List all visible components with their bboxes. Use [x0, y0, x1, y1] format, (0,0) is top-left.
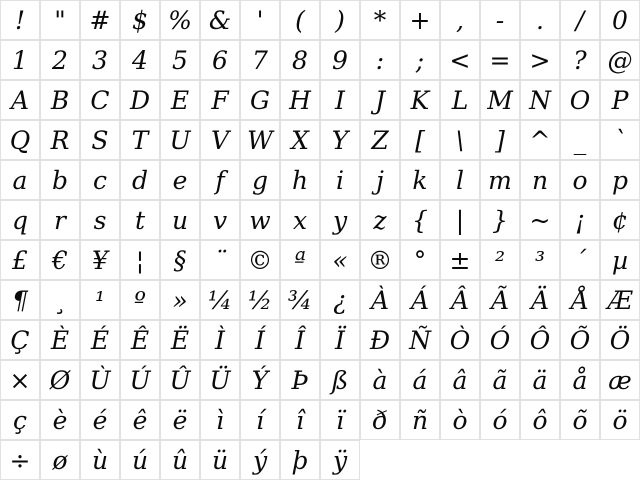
glyph-cell[interactable]: ô — [520, 400, 560, 440]
glyph-cell[interactable]: 9 — [320, 40, 360, 80]
glyph-cell[interactable]: ÿ — [320, 440, 360, 480]
glyph-cell[interactable]: í — [240, 400, 280, 440]
glyph-cell[interactable]: ß — [320, 360, 360, 400]
glyph-cell[interactable]: ã — [480, 360, 520, 400]
glyph-cell[interactable]: ° — [400, 240, 440, 280]
glyph-cell[interactable]: 4 — [120, 40, 160, 80]
glyph-cell[interactable]: w — [240, 200, 280, 240]
glyph-cell[interactable]: ¿ — [320, 280, 360, 320]
glyph-cell[interactable]: O — [560, 80, 600, 120]
glyph-cell[interactable]: 7 — [240, 40, 280, 80]
glyph-cell[interactable]: V — [200, 120, 240, 160]
glyph-cell[interactable]: ä — [520, 360, 560, 400]
glyph-cell[interactable]: Ø — [40, 360, 80, 400]
glyph-cell[interactable]: Y — [320, 120, 360, 160]
glyph-cell[interactable]: æ — [600, 360, 640, 400]
glyph-cell[interactable]: î — [280, 400, 320, 440]
glyph-cell[interactable]: ¸ — [40, 280, 80, 320]
glyph-cell[interactable]: 6 — [200, 40, 240, 80]
glyph-cell[interactable]: # — [80, 0, 120, 40]
glyph-cell[interactable]: Â — [440, 280, 480, 320]
glyph-cell[interactable]: ù — [80, 440, 120, 480]
glyph-cell[interactable]: û — [160, 440, 200, 480]
glyph-cell[interactable]: µ — [600, 240, 640, 280]
glyph-cell[interactable]: u — [160, 200, 200, 240]
glyph-cell[interactable]: " — [40, 0, 80, 40]
glyph-cell[interactable]: Ò — [440, 320, 480, 360]
glyph-cell[interactable]: ` — [600, 120, 640, 160]
glyph-cell[interactable]: À — [360, 280, 400, 320]
glyph-cell[interactable]: ï — [320, 400, 360, 440]
glyph-cell[interactable]: B — [40, 80, 80, 120]
glyph-cell[interactable]: Å — [560, 280, 600, 320]
glyph-cell[interactable]: å — [560, 360, 600, 400]
glyph-cell[interactable]: ® — [360, 240, 400, 280]
glyph-cell[interactable]: v — [200, 200, 240, 240]
glyph-cell[interactable]: þ — [280, 440, 320, 480]
glyph-cell[interactable]: 3 — [80, 40, 120, 80]
glyph-cell[interactable]: ' — [240, 0, 280, 40]
glyph-cell[interactable]: Ä — [520, 280, 560, 320]
glyph-cell[interactable]: È — [40, 320, 80, 360]
glyph-cell[interactable]: ~ — [520, 200, 560, 240]
glyph-cell[interactable]: L — [440, 80, 480, 120]
glyph-cell[interactable]: ) — [320, 0, 360, 40]
glyph-cell[interactable]: Ì — [200, 320, 240, 360]
glyph-cell[interactable]: d — [120, 160, 160, 200]
glyph-cell[interactable]: € — [40, 240, 80, 280]
glyph-cell[interactable]: × — [0, 360, 40, 400]
glyph-cell[interactable]: Ô — [520, 320, 560, 360]
glyph-cell[interactable]: m — [480, 160, 520, 200]
glyph-cell[interactable]: ¡ — [560, 200, 600, 240]
glyph-cell[interactable]: Ó — [480, 320, 520, 360]
glyph-cell[interactable]: 0 — [600, 0, 640, 40]
glyph-cell[interactable]: G — [240, 80, 280, 120]
glyph-cell[interactable]: ª — [280, 240, 320, 280]
glyph-cell[interactable]: ³ — [520, 240, 560, 280]
glyph-cell[interactable]: + — [400, 0, 440, 40]
glyph-cell[interactable]: W — [240, 120, 280, 160]
glyph-cell[interactable]: Ö — [600, 320, 640, 360]
glyph-cell[interactable]: ö — [600, 400, 640, 440]
glyph-cell[interactable]: F — [200, 80, 240, 120]
glyph-cell[interactable]: [ — [400, 120, 440, 160]
glyph-cell[interactable]: c — [80, 160, 120, 200]
glyph-cell[interactable]: _ — [560, 120, 600, 160]
glyph-cell[interactable]: Ü — [200, 360, 240, 400]
glyph-cell[interactable]: à — [360, 360, 400, 400]
glyph-cell[interactable]: « — [320, 240, 360, 280]
glyph-cell[interactable]: U — [160, 120, 200, 160]
glyph-cell[interactable]: â — [440, 360, 480, 400]
glyph-cell[interactable]: Î — [280, 320, 320, 360]
glyph-cell[interactable]: a — [0, 160, 40, 200]
glyph-cell[interactable]: ø — [40, 440, 80, 480]
glyph-cell[interactable]: o — [560, 160, 600, 200]
glyph-cell[interactable]: Ë — [160, 320, 200, 360]
glyph-cell[interactable]: = — [480, 40, 520, 80]
glyph-cell[interactable]: ¨ — [200, 240, 240, 280]
glyph-cell[interactable]: t — [120, 200, 160, 240]
glyph-cell[interactable]: A — [0, 80, 40, 120]
glyph-cell[interactable]: % — [160, 0, 200, 40]
glyph-cell[interactable]: z — [360, 200, 400, 240]
glyph-cell[interactable]: » — [160, 280, 200, 320]
glyph-cell[interactable]: ¹ — [80, 280, 120, 320]
glyph-cell[interactable]: ¾ — [280, 280, 320, 320]
glyph-cell[interactable]: Ñ — [400, 320, 440, 360]
glyph-cell[interactable]: , — [440, 0, 480, 40]
glyph-cell[interactable]: { — [400, 200, 440, 240]
glyph-cell[interactable]: H — [280, 80, 320, 120]
glyph-cell[interactable]: é — [80, 400, 120, 440]
glyph-cell[interactable]: ² — [480, 240, 520, 280]
glyph-cell[interactable]: ç — [0, 400, 40, 440]
glyph-cell[interactable]: ] — [480, 120, 520, 160]
glyph-cell[interactable]: 5 — [160, 40, 200, 80]
glyph-cell[interactable]: ý — [240, 440, 280, 480]
glyph-cell[interactable]: r — [40, 200, 80, 240]
glyph-cell[interactable]: J — [360, 80, 400, 120]
glyph-cell[interactable]: ú — [120, 440, 160, 480]
glyph-cell[interactable]: ´ — [560, 240, 600, 280]
glyph-cell[interactable]: I — [320, 80, 360, 120]
glyph-cell[interactable]: i — [320, 160, 360, 200]
glyph-cell[interactable]: b — [40, 160, 80, 200]
glyph-cell[interactable]: § — [160, 240, 200, 280]
glyph-cell[interactable]: S — [80, 120, 120, 160]
glyph-cell[interactable]: @ — [600, 40, 640, 80]
glyph-cell[interactable]: ò — [440, 400, 480, 440]
glyph-cell[interactable]: K — [400, 80, 440, 120]
glyph-cell[interactable]: / — [560, 0, 600, 40]
glyph-cell[interactable]: © — [240, 240, 280, 280]
glyph-cell[interactable]: P — [600, 80, 640, 120]
glyph-cell[interactable]: Ú — [120, 360, 160, 400]
glyph-cell[interactable]: E — [160, 80, 200, 120]
glyph-cell[interactable]: ÷ — [0, 440, 40, 480]
glyph-cell[interactable]: £ — [0, 240, 40, 280]
glyph-cell[interactable]: ð — [360, 400, 400, 440]
glyph-cell[interactable]: Õ — [560, 320, 600, 360]
glyph-cell[interactable]: ¥ — [80, 240, 120, 280]
glyph-cell[interactable]: l — [440, 160, 480, 200]
glyph-cell[interactable]: Í — [240, 320, 280, 360]
glyph-cell[interactable]: ü — [200, 440, 240, 480]
glyph-cell[interactable]: ñ — [400, 400, 440, 440]
glyph-cell[interactable]: Z — [360, 120, 400, 160]
glyph-cell[interactable]: > — [520, 40, 560, 80]
glyph-cell[interactable]: q — [0, 200, 40, 240]
glyph-cell[interactable]: ¶ — [0, 280, 40, 320]
glyph-cell[interactable]: & — [200, 0, 240, 40]
glyph-cell[interactable]: n — [520, 160, 560, 200]
glyph-cell[interactable]: Ï — [320, 320, 360, 360]
glyph-cell[interactable]: ó — [480, 400, 520, 440]
glyph-cell[interactable]: j — [360, 160, 400, 200]
glyph-cell[interactable]: á — [400, 360, 440, 400]
glyph-cell[interactable]: ^ — [520, 120, 560, 160]
glyph-cell[interactable]: y — [320, 200, 360, 240]
glyph-cell[interactable]: º — [120, 280, 160, 320]
glyph-cell[interactable]: 1 — [0, 40, 40, 80]
glyph-cell[interactable]: x — [280, 200, 320, 240]
glyph-cell[interactable]: $ — [120, 0, 160, 40]
glyph-cell[interactable]: Ù — [80, 360, 120, 400]
glyph-cell[interactable]: Q — [0, 120, 40, 160]
glyph-cell[interactable]: Ç — [0, 320, 40, 360]
glyph-cell[interactable]: Ý — [240, 360, 280, 400]
glyph-cell[interactable]: õ — [560, 400, 600, 440]
glyph-cell[interactable]: Ð — [360, 320, 400, 360]
glyph-cell[interactable]: D — [120, 80, 160, 120]
glyph-cell[interactable]: ì — [200, 400, 240, 440]
glyph-cell[interactable]: É — [80, 320, 120, 360]
glyph-cell[interactable]: Æ — [600, 280, 640, 320]
glyph-cell[interactable]: p — [600, 160, 640, 200]
glyph-cell[interactable]: ! — [0, 0, 40, 40]
glyph-cell[interactable]: } — [480, 200, 520, 240]
glyph-cell[interactable]: : — [360, 40, 400, 80]
glyph-cell[interactable]: 2 — [40, 40, 80, 80]
glyph-cell[interactable]: è — [40, 400, 80, 440]
glyph-cell[interactable]: - — [480, 0, 520, 40]
glyph-cell[interactable]: X — [280, 120, 320, 160]
glyph-cell[interactable]: ¦ — [120, 240, 160, 280]
glyph-cell[interactable]: N — [520, 80, 560, 120]
glyph-cell[interactable]: ¢ — [600, 200, 640, 240]
glyph-cell[interactable]: 8 — [280, 40, 320, 80]
glyph-cell[interactable]: . — [520, 0, 560, 40]
glyph-cell[interactable]: M — [480, 80, 520, 120]
glyph-cell[interactable]: * — [360, 0, 400, 40]
glyph-cell[interactable]: ¼ — [200, 280, 240, 320]
glyph-cell[interactable]: T — [120, 120, 160, 160]
glyph-cell[interactable]: h — [280, 160, 320, 200]
glyph-cell[interactable]: C — [80, 80, 120, 120]
glyph-cell[interactable]: ± — [440, 240, 480, 280]
glyph-cell[interactable]: Û — [160, 360, 200, 400]
glyph-cell[interactable]: k — [400, 160, 440, 200]
glyph-cell[interactable]: g — [240, 160, 280, 200]
glyph-cell[interactable]: f — [200, 160, 240, 200]
glyph-cell[interactable]: ê — [120, 400, 160, 440]
glyph-cell[interactable]: R — [40, 120, 80, 160]
glyph-cell[interactable]: e — [160, 160, 200, 200]
glyph-cell[interactable]: | — [440, 200, 480, 240]
glyph-cell[interactable]: s — [80, 200, 120, 240]
glyph-cell[interactable]: Ê — [120, 320, 160, 360]
glyph-cell[interactable]: Ã — [480, 280, 520, 320]
glyph-cell[interactable]: ; — [400, 40, 440, 80]
glyph-cell[interactable]: ( — [280, 0, 320, 40]
glyph-cell[interactable]: < — [440, 40, 480, 80]
glyph-cell[interactable]: ? — [560, 40, 600, 80]
glyph-cell[interactable]: ë — [160, 400, 200, 440]
glyph-cell[interactable]: ½ — [240, 280, 280, 320]
glyph-cell[interactable]: Á — [400, 280, 440, 320]
glyph-cell[interactable]: \ — [440, 120, 480, 160]
glyph-cell[interactable]: Þ — [280, 360, 320, 400]
